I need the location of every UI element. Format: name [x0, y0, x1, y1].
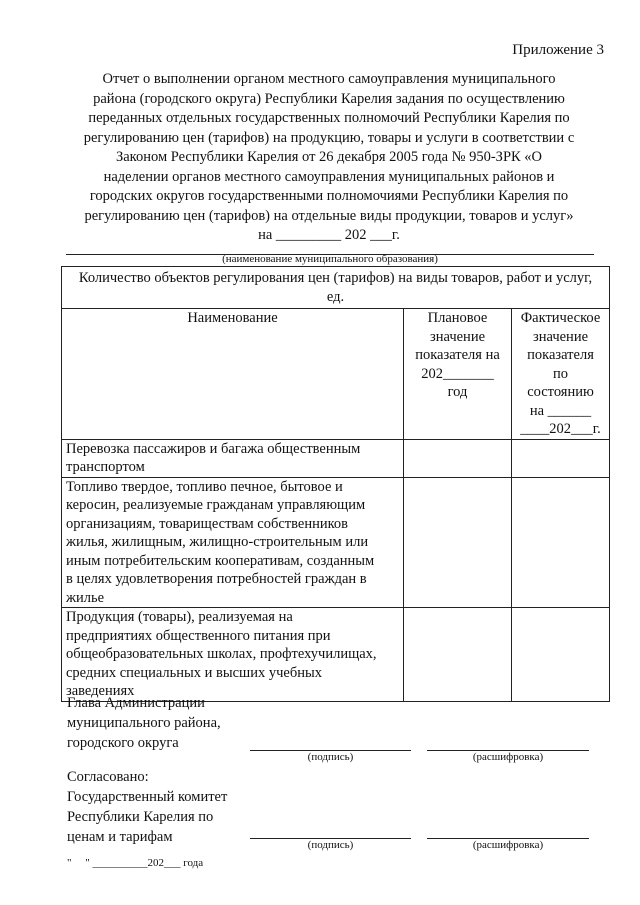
- actual-value-cell[interactable]: [512, 439, 610, 477]
- row-label-line: в целях удовлетворения потребностей граждан в: [66, 571, 367, 587]
- actual-value-cell[interactable]: [512, 477, 610, 608]
- row-label-line: Перевозка пассажиров и багажа общественным: [66, 440, 361, 457]
- agreed-signatory-block: [67, 767, 227, 847]
- signatory-line: Государственный комитет: [67, 789, 228, 805]
- row-label-line: Продукция (товары), реализуемая на: [66, 609, 293, 625]
- col-planned-line: Плановое: [427, 310, 488, 326]
- title-line: Отчет о выполнении органом местного самоуправления муниципального: [102, 71, 556, 87]
- row-label: [62, 439, 404, 477]
- title-line: Законом Республики Карелия от 26 декабря 2005 года № 950-ЗРК «О: [115, 149, 543, 165]
- title-line: регулированию цен (тарифов) на продукцию, товары и услуги в соответствии с: [83, 129, 575, 146]
- col-actual-line: Фактическое: [520, 310, 601, 326]
- col-planned-header: [404, 309, 512, 440]
- report-title: [56, 70, 602, 246]
- signatory-line: Согласовано:: [67, 769, 149, 785]
- appendix-label: Приложение 3: [512, 42, 604, 58]
- row-label-line: организациям, товариществам собственников: [66, 515, 349, 532]
- row-label-line: транспортом: [66, 459, 145, 475]
- col-actual-line: состоянию: [527, 384, 594, 400]
- row-label: [62, 477, 404, 608]
- table-row: [62, 608, 610, 702]
- table-header-row: [62, 267, 610, 309]
- decoding-caption: (расшифровка): [472, 839, 544, 851]
- municipality-caption: (наименование муниципального образования): [222, 253, 438, 265]
- signatory-line: городского округа: [67, 735, 179, 751]
- col-actual-line: ____202___г.: [520, 421, 601, 437]
- row-label-line: керосин, реализуемые гражданам управляющим: [66, 497, 366, 513]
- col-actual-header: [512, 309, 610, 440]
- title-line: регулированию цен (тарифов) на отдельные виды продукции, товаров и услуг»: [84, 207, 574, 224]
- row-label-line: жилье: [66, 589, 105, 606]
- row-label-line: иным потребительским кооперативам, созданным: [66, 552, 375, 569]
- table-row: [62, 439, 610, 477]
- signatory-line: Республики Карелия по: [67, 809, 214, 825]
- col-actual-line: показателя: [527, 347, 594, 363]
- row-label-line: общеобразовательных школах, профтехучилищах,: [66, 646, 377, 662]
- signature-caption: (подпись): [307, 751, 354, 763]
- actual-value-cell[interactable]: [512, 608, 610, 702]
- signatory-line: Глава Администрации: [67, 695, 205, 711]
- col-planned-line: год: [447, 384, 468, 400]
- col-planned-line: показателя на: [415, 347, 500, 363]
- date-line: " " __________202___ года: [67, 857, 204, 869]
- title-line: района (городского округа) Республики Карелия задания по осуществлению: [93, 90, 565, 107]
- col-planned-line: 202_______: [421, 365, 494, 382]
- planned-value-cell[interactable]: [404, 608, 512, 702]
- row-label-line: заведениях: [66, 683, 135, 699]
- signatory-line: ценам и тарифам: [67, 829, 173, 845]
- col-actual-line: по: [552, 365, 568, 382]
- head-signatory-block: [67, 693, 221, 753]
- title-date-line: на _________ 202 ___г.: [258, 227, 400, 243]
- signature-caption: (подпись): [307, 839, 354, 851]
- row-label-line: Топливо твердое, топливо печное, бытовое и: [66, 478, 343, 495]
- col-name-label: Наименование: [187, 310, 278, 326]
- row-label-line: жилья, жилищным, жилищно-строительным или: [66, 534, 369, 550]
- table-row: [62, 477, 610, 608]
- regulation-table: [61, 266, 610, 702]
- col-actual-line: на ______: [529, 402, 592, 419]
- row-label-line: предприятиях общественного питания при: [66, 627, 331, 644]
- row-label: [62, 608, 404, 702]
- column-header-row: [62, 309, 610, 440]
- col-actual-line: значение: [532, 328, 589, 345]
- col-planned-line: значение: [429, 328, 486, 345]
- decoding-caption: (расшифровка): [472, 751, 544, 763]
- table-header: Количество объектов регулирования цен (тарифов) на виды товаров, работ и услуг, ед.: [62, 267, 610, 309]
- row-label-line: средних специальных и высших учебных: [66, 664, 322, 681]
- planned-value-cell[interactable]: [404, 477, 512, 608]
- title-line: городских округов государственными полномочиями Республики Карелия по: [89, 188, 569, 204]
- col-name-header: [62, 309, 404, 440]
- planned-value-cell[interactable]: [404, 439, 512, 477]
- title-line: наделении органов местного самоуправления муниципальных районов и: [103, 168, 555, 185]
- signatory-line: муниципального района,: [67, 715, 221, 731]
- title-line: переданных отдельных государственных полномочий Республики Карелия по: [88, 110, 570, 126]
